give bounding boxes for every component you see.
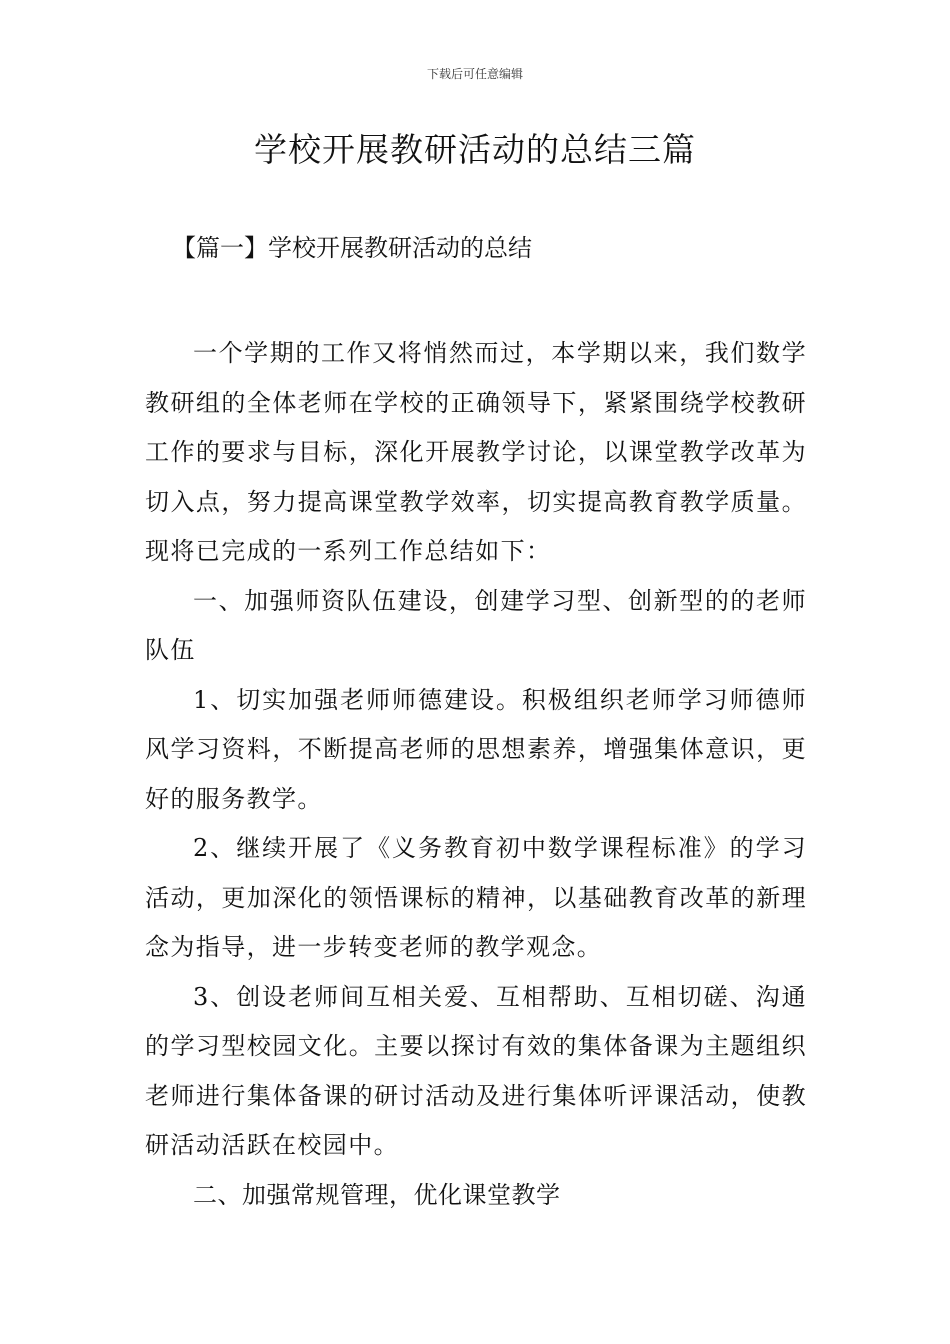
paragraph-item-2: 2、继续开展了《义务教育初中数学课程标准》的学习活动，更加深化的领悟课标的精神，以基础教育改革的新理念为指导，进一步转变老师的教学观念。	[145, 834, 807, 961]
body-text	[145, 329, 807, 1220]
document-title: 学校开展教研活动的总结三篇	[254, 130, 696, 169]
section-title: 【篇一】学校开展教研活动的总结	[172, 234, 532, 262]
paragraph-heading-one: 一、加强师资队伍建设，创建学习型、创新型的的老师队伍	[145, 586, 807, 664]
paragraph-item-3: 3、创设老师间互相关爱、互相帮助、互相切磋、沟通的学习型校园文化。主要以探讨有效的集体备课为主题组织老师进行集体备课的研讨活动及进行集体听评课活动，使教研活动活跃在校园中。	[145, 982, 807, 1159]
paragraph-intro: 一个学期的工作又将悄然而过，本学期以来，我们数学教研组的全体老师在学校的正确领导下，紧紧围绕学校教研工作的要求与目标，深化开展教学讨论，以课堂教学改革为切入点，努力提高课堂教学效率，切实提高教育教学质量。现将已完成的一系列工作总结如下：	[145, 339, 807, 565]
header-note: 下载后可任意编辑	[426, 67, 523, 81]
paragraph-item-1: 1、切实加强老师师德建设。积极组织老师学习师德师风学习资料，不断提高老师的思想素养，增强集体意识，更好的服务教学。	[145, 685, 807, 813]
paragraph-heading-two: 二、加强常规管理，优化课堂教学	[193, 1180, 561, 1209]
